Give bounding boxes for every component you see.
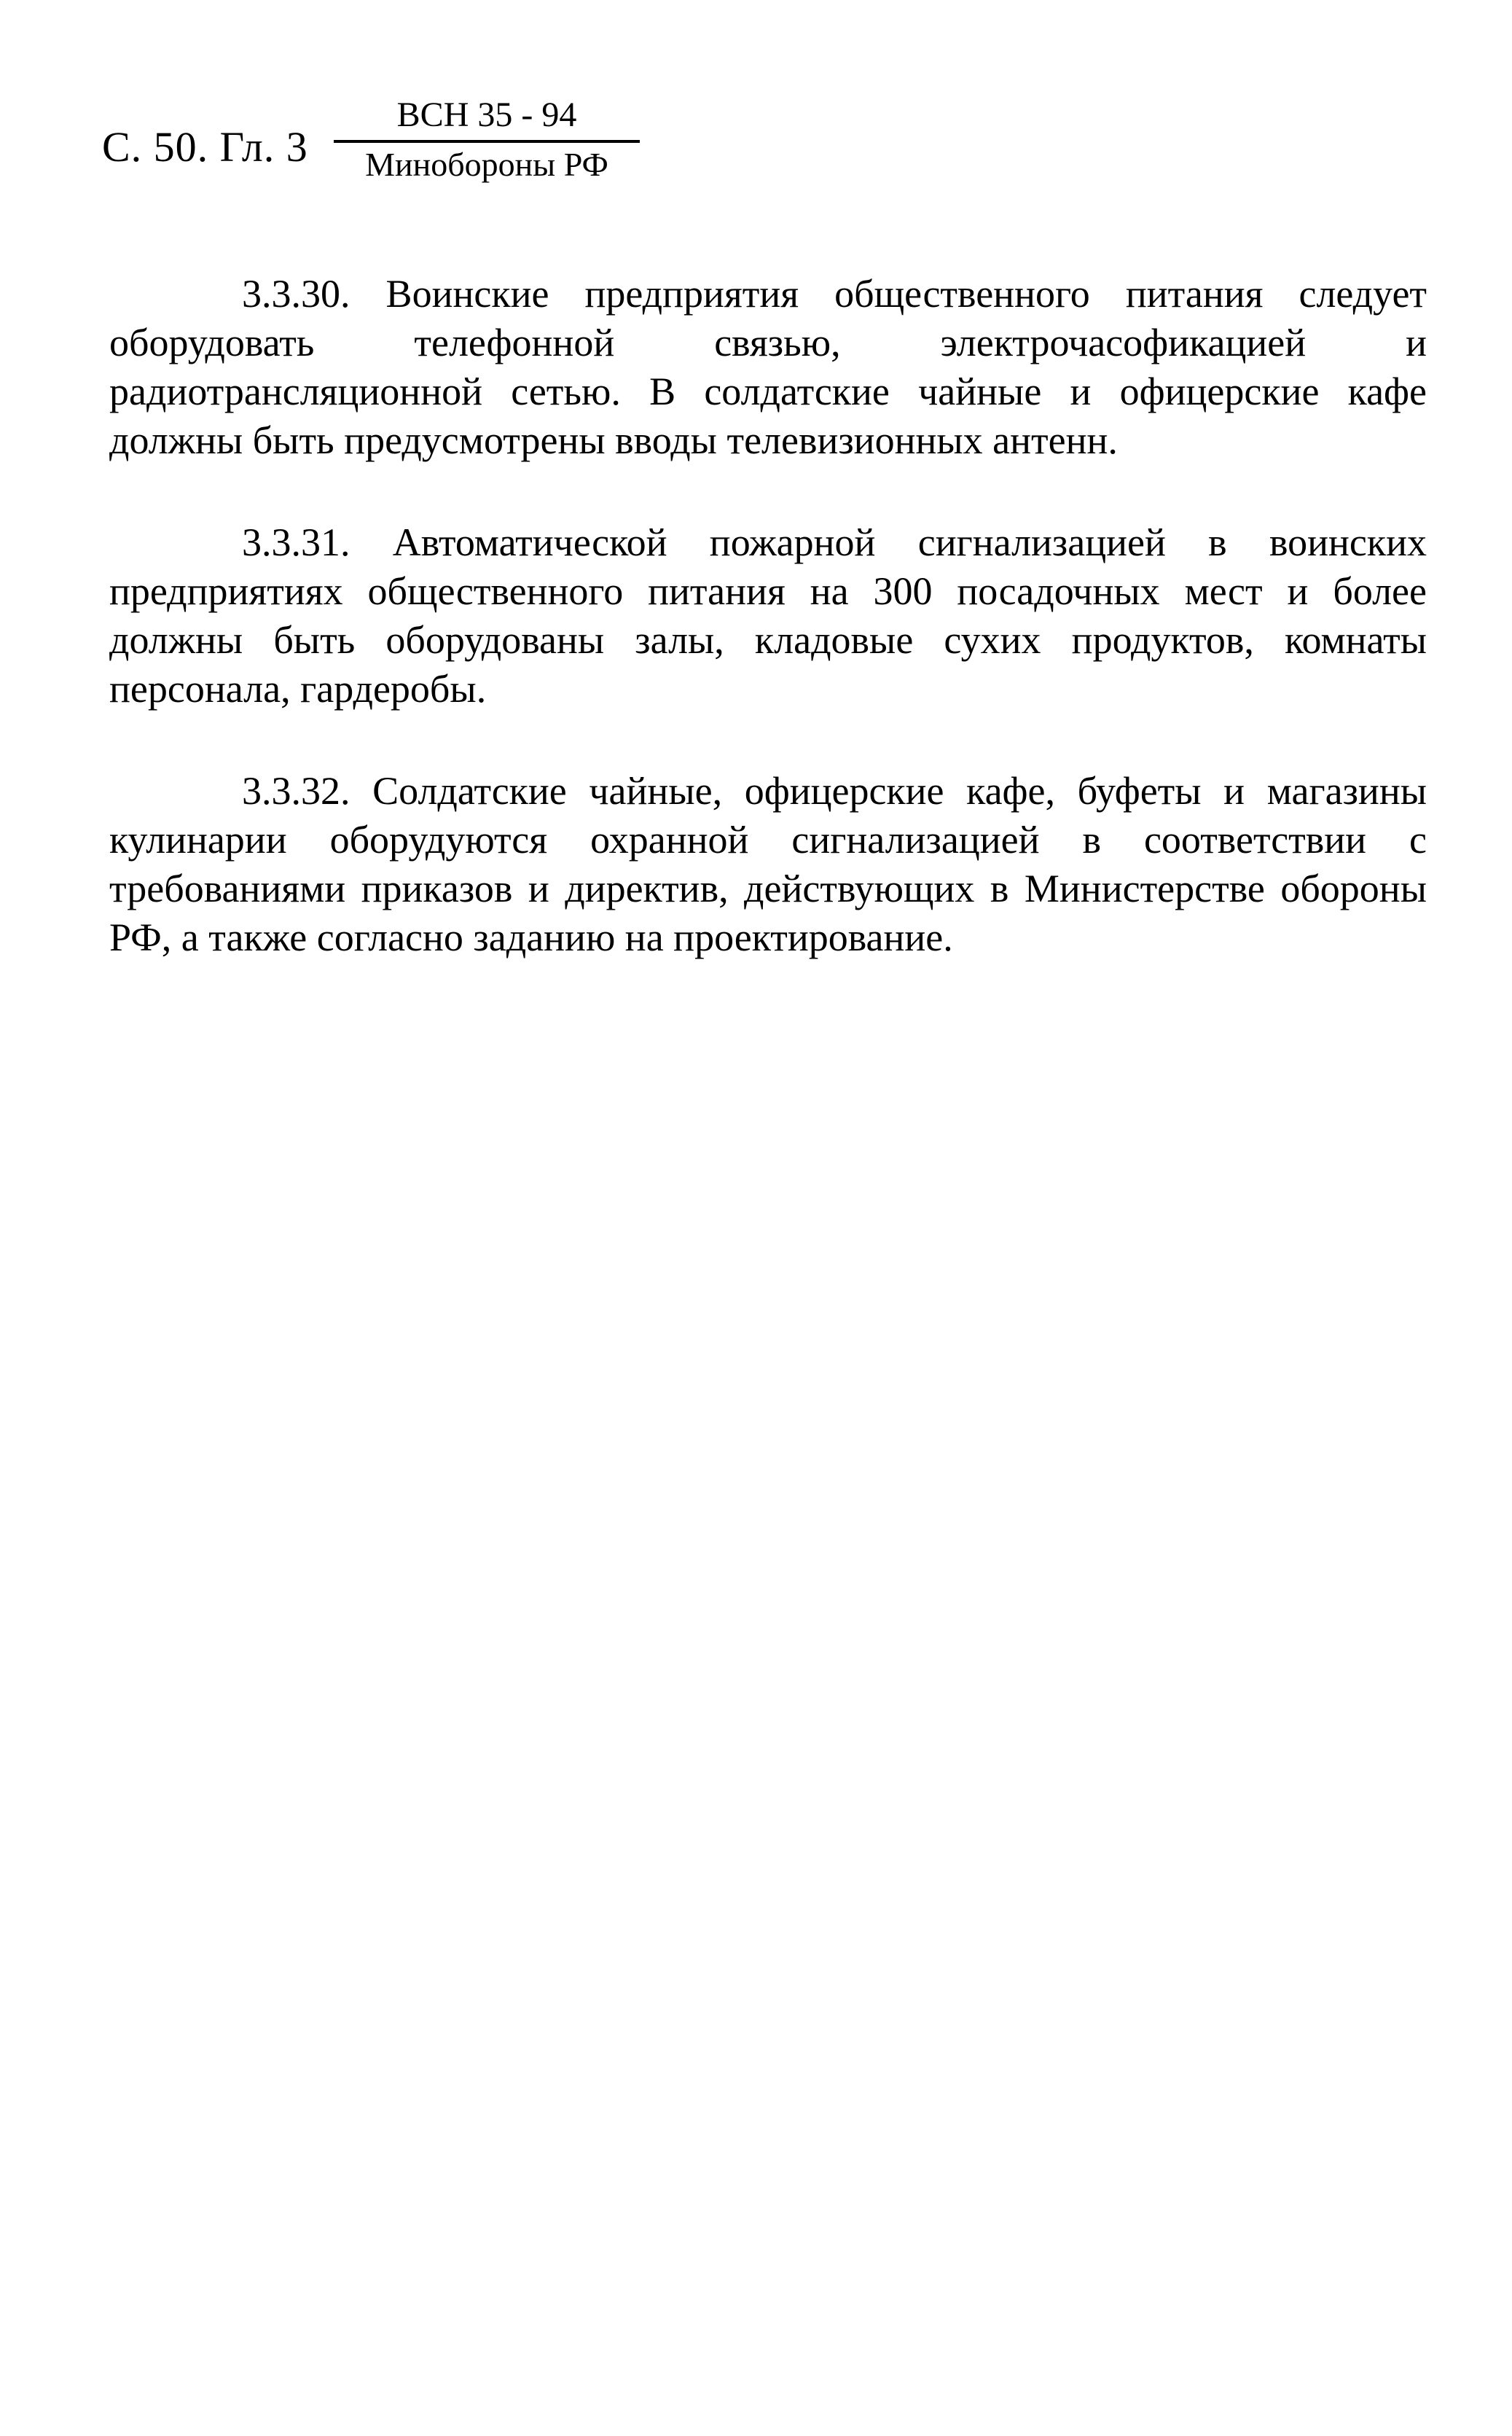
document-code: ВСН 35 - 94 [396, 95, 577, 134]
paragraph-number: 3.3.31. [242, 520, 350, 564]
document-organization: Минобороны РФ [365, 146, 608, 183]
paragraph-text: Воинские предприятия общественного питания следует оборудовать телефонной связью, электрочасофикацией и радиотрансляционной сетью. В солдатские чайные и офицерские кафе должны быть предусмотрены вводы телевизионных антенн. [109, 272, 1427, 462]
paragraph-3-3-30 [109, 270, 1427, 465]
paragraph-number: 3.3.30. [242, 272, 350, 316]
paragraph-number: 3.3.32. [242, 769, 350, 813]
paragraph-3-3-32 [109, 767, 1427, 962]
paragraph-text: Солдатские чайные, офицерские кафе, буфеты и магазины кулинарии оборудуются охранной сигнализацией в соответствии с требованиями приказов и директив, действующих в Министерстве обороны РФ, а также согласно заданию на проектирование. [109, 769, 1427, 959]
paragraph-text: Автоматической пожарной сигнализацией в воинских предприятиях общественного питания на 300 посадочных мест и более должны быть оборудованы залы, кладовые сухих продуктов, комнаты персонала, гардеробы. [109, 520, 1427, 711]
document-designation [334, 93, 640, 185]
page-header [102, 93, 656, 188]
document-body [109, 270, 1427, 1015]
page-reference: С. 50. Гл. 3 [102, 123, 308, 171]
fraction-divider [334, 140, 640, 143]
paragraph-3-3-31 [109, 518, 1427, 714]
